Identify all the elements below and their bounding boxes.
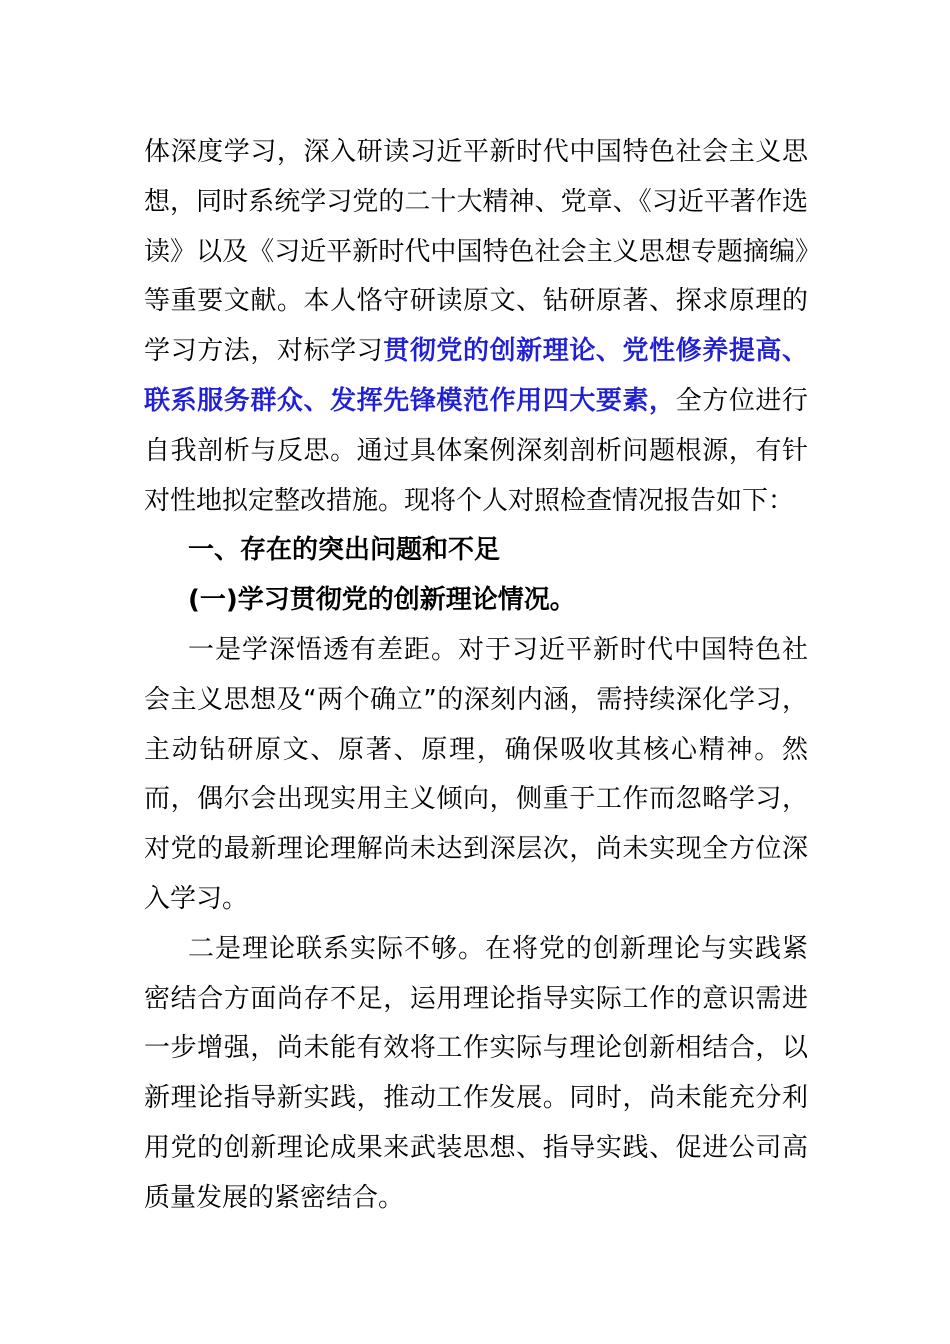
document-page: [144, 128, 808, 1224]
section-heading: 一、存在的突出问题和不足: [188, 535, 501, 566]
subsection-heading: (一)学习贯彻党的创新理论情况。: [188, 585, 576, 616]
body-paragraph-2: 二是理论联系实际不够。在将党的创新理论与实践紧密结合方面尚存不足，运用理论指导实际工作的意识需进一步增强，尚未能有效将工作实际与理论创新相结合，以新理论指导新实践，推动工作发展。同时，尚未能充分利用党的创新理论成果来武装思想、指导实践、促进公司高质量发展的紧密结合。: [144, 933, 808, 1213]
body-paragraph-1: 一是学深悟透有差距。对于习近平新时代中国特色社会主义思想及“两个确立”的深刻内涵，需持续深化学习，主动钻研原文、原著、原理，确保吸收其核心精神。然而，偶尔会出现实用主义倾向，侧重于工作而忽略学习，对党的最新理论理解尚未达到深层次，尚未实现全方位深入学习。: [144, 634, 808, 914]
intro-text-part1: 体深度学习，深入研读习近平新时代中国特色社会主义思想，同时系统学习党的二十大精神、党章、《习近平著作选读》以及《习近平新时代中国特色社会主义思想专题摘编》等重要文献。本人恪守研读原文、钻研原著、探求原理的学习方法，对标学习: [144, 137, 808, 367]
intro-text-part2: 全方位进行自我剖析与反思。通过具体案例深刻剖析问题根源，有针对性地拟定整改措施。现将个人对照检查情况报告如下：: [144, 385, 808, 516]
intro-highlight-text: 贯彻党的创新理论、党性修养提高、联系服务群众、发挥先锋模范作用四大要素，: [144, 336, 808, 416]
intro-paragraph: [144, 128, 808, 526]
